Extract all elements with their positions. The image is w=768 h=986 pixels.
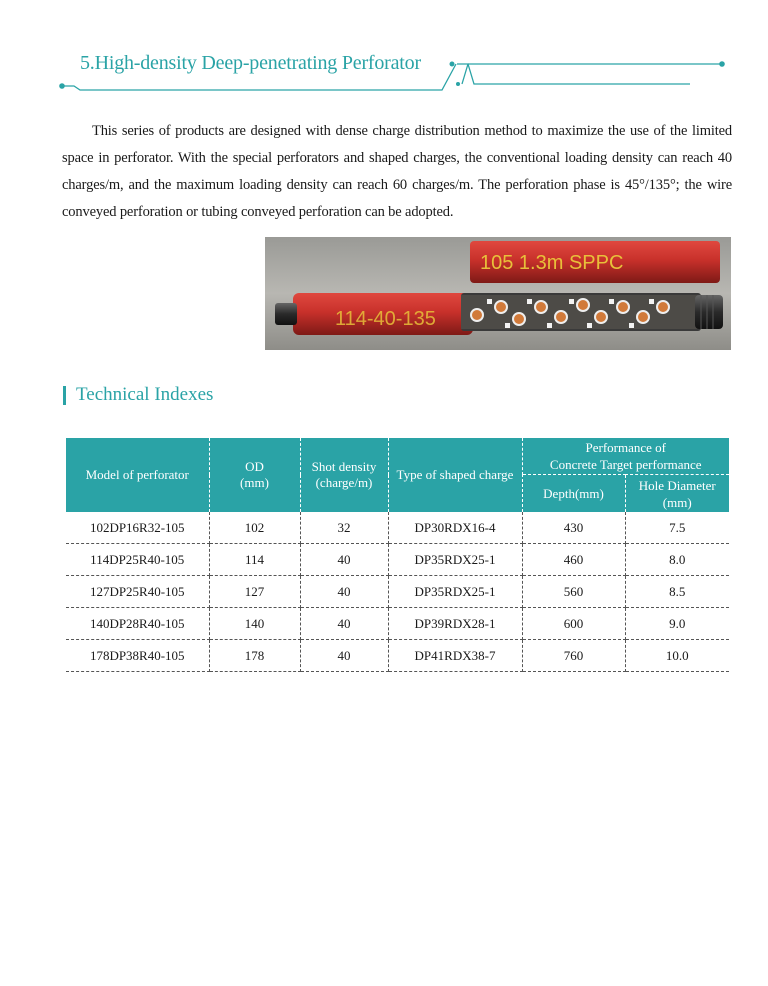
header-charge-type: Type of shaped charge [388,438,522,512]
cell-charge: DP30RDX16-4 [388,512,522,544]
cell-charge: DP41RDX38-7 [388,640,522,672]
intro-paragraph: This series of products are designed with dense charge distribution method to maximize the use of the limited space in perforator. With the special perforators and shaped charges, the conventional loading density can reach 40 charges/m, and the maximum loading density can reach 60 charges/m. The perforation phase is 45°/135°; the wire conveyed perforation or tubing conveyed perforation can be adopted. [62,123,732,220]
table-row [66,544,729,576]
cell-model: 140DP28R40-105 [66,608,209,640]
cell-od: 114 [209,544,300,576]
cell-density: 40 [300,544,388,576]
technical-indexes-heading [63,383,213,407]
section-heading: 5.High-density Deep-penetrating Perforator [80,52,421,74]
header-hole-diameter: Hole Diameter (mm) [625,475,729,513]
cell-hole: 10.0 [625,640,729,672]
cell-hole: 8.0 [625,544,729,576]
cell-model: 178DP38R40-105 [66,640,209,672]
cell-depth: 430 [522,512,625,544]
cell-hole: 7.5 [625,512,729,544]
cell-charge: DP39RDX28-1 [388,608,522,640]
cell-depth: 460 [522,544,625,576]
header-model: Model of perforator [66,438,209,512]
cell-charge: DP35RDX25-1 [388,544,522,576]
cell-od: 127 [209,576,300,608]
lower-tube-marking: 114-40-135 [335,308,436,330]
header-performance: Performance of Concrete Target performance [522,438,729,475]
cell-hole: 9.0 [625,608,729,640]
cell-density: 40 [300,576,388,608]
technical-indexes-table [66,438,729,672]
cell-hole: 8.5 [625,576,729,608]
table-row [66,512,729,544]
header-shot-density: Shot density (charge/m) [300,438,388,512]
header-depth: Depth(mm) [522,475,625,513]
cell-model: 127DP25R40-105 [66,576,209,608]
header-decoration [0,0,768,100]
cell-model: 114DP25R40-105 [66,544,209,576]
cell-od: 102 [209,512,300,544]
cell-depth: 600 [522,608,625,640]
cell-density: 32 [300,512,388,544]
cell-depth: 560 [522,576,625,608]
cell-depth: 760 [522,640,625,672]
cell-density: 40 [300,640,388,672]
table-row [66,576,729,608]
section-header [0,0,768,100]
perforator-photo [265,237,731,350]
table-row [66,640,729,672]
table-row [66,608,729,640]
header-od: OD (mm) [209,438,300,512]
cell-charge: DP35RDX25-1 [388,576,522,608]
cell-density: 40 [300,608,388,640]
upper-tube-marking: 105 1.3m SPPC [480,252,624,274]
heading-accent-bar [63,386,66,405]
cell-model: 102DP16R32-105 [66,512,209,544]
heading-text: Technical Indexes [76,384,214,405]
cell-od: 140 [209,608,300,640]
cell-od: 178 [209,640,300,672]
